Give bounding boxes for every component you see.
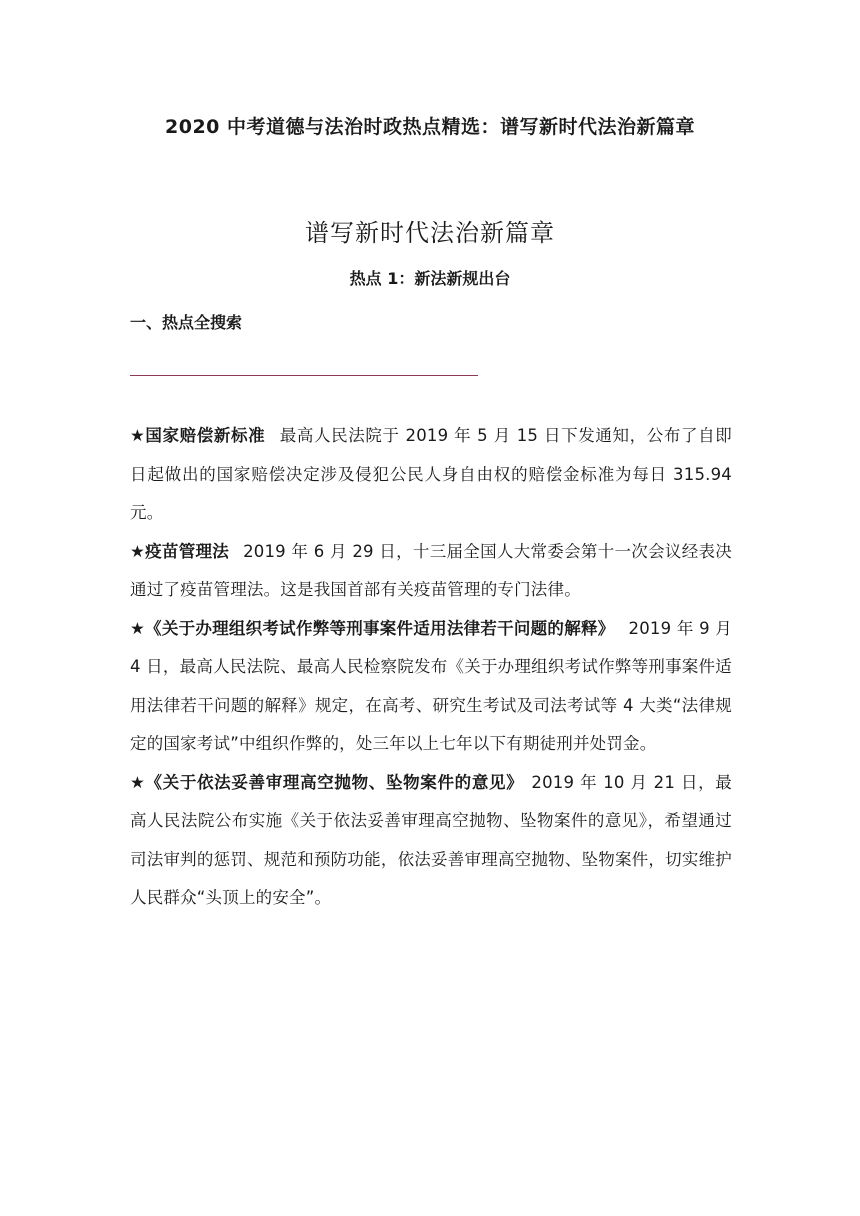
document-title: 2020 中考道德与法治时政热点精选：谱写新时代法治新篇章 [165, 116, 695, 138]
item-heading: ★国家赔偿新标准 [130, 426, 266, 445]
item-text: 2019 年 9 月 4 日，最高人民法院、最高人民检察院发布《关于办理组织考试作弊等刑事案件适用法律若干问题的解释》规定，在高考、研究生考试及司法考试等 4 大类“法律规定的国家考试”中组织作弊的，处三年以上七年以下有期徒刑并处罚金。 [130, 618, 733, 753]
section-title: 谱写新时代法治新篇章 [305, 219, 555, 247]
news-item-exam-cheating [130, 610, 732, 764]
item-text: 最高人民法院于 2019 年 5 月 15 日下发通知，公布了自即日起做出的国家赔偿决定涉及侵犯公民人身自由权的赔偿金标准为每日 315.94 元。 [130, 426, 732, 522]
item-text: 2019 年 10 月 21 日，最高人民法院公布实施《关于依法妥善审理高空抛物、坠物案件的意见》，希望通过司法审判的惩罚、规范和预防功能，依法妥善审理高空抛物、坠物案件，切实维护人民群众“头顶上的安全”。 [130, 772, 732, 907]
document-body [130, 417, 732, 918]
news-item-vaccine-law [130, 533, 732, 610]
item-text: 2019 年 6 月 29 日，十三届全国人大常委会第十一次会议经表决通过了疫苗管理法。这是我国首部有关疫苗管理的专门法律。 [130, 541, 732, 599]
item-heading: ★疫苗管理法 [130, 541, 230, 561]
divider-line [130, 375, 478, 376]
item-heading: ★《关于办理组织考试作弊等刑事案件适用法律若干问题的解释》 [130, 618, 615, 638]
part-heading: 一、热点全搜索 [130, 313, 243, 332]
news-item-national-compensation [130, 417, 732, 533]
hotspot-title: 热点 1：新法新规出台 [349, 269, 511, 288]
news-item-falling-objects [130, 764, 732, 918]
item-heading: ★《关于依法妥善审理高空抛物、坠物案件的意见》 [130, 772, 524, 792]
